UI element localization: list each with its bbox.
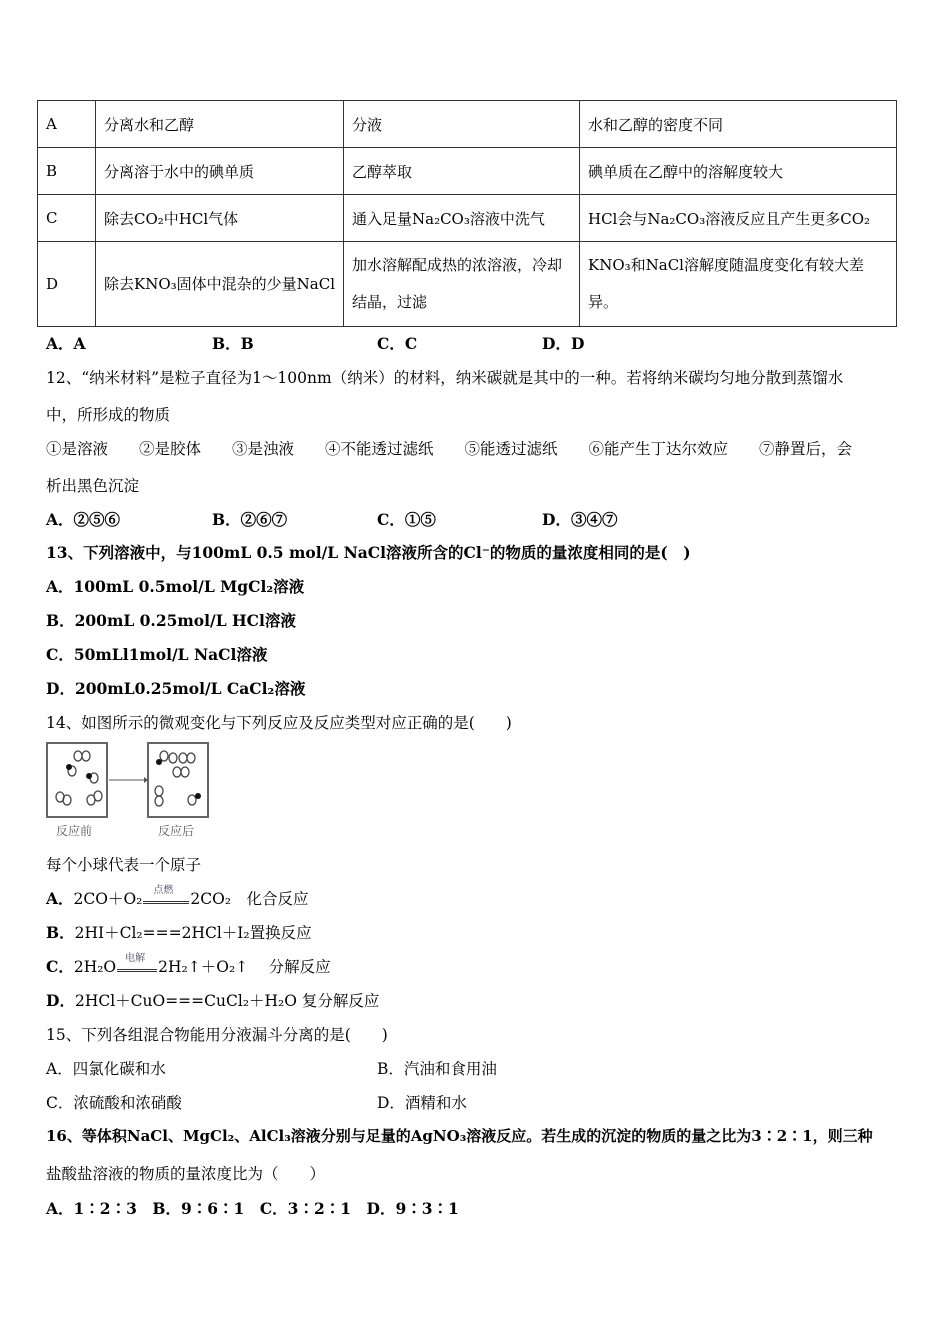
q13-stem: 13、下列溶液中，与100mL 0.5 mol/L NaCl溶液所含的Cl⁻的物质的量浓度相同的是( ) [46, 543, 691, 562]
option-c: C．C [377, 334, 418, 353]
table-row [38, 242, 897, 327]
q14-option-a [46, 887, 309, 909]
letter: A． [46, 889, 74, 908]
cell: 通入足量Na₂CO₃溶液中洗气 [344, 195, 580, 242]
q12-option-c: C．①⑤ [377, 510, 436, 529]
q15-option-d: D．酒精和水 [377, 1094, 467, 1112]
letter: D． [46, 991, 75, 1010]
after-label: 反应后 [158, 824, 195, 838]
cell: C [38, 195, 96, 242]
q12-option-d: D．③④⑦ [542, 510, 618, 529]
q14-option-d [46, 989, 379, 1011]
q16-options: A．1∶2∶3 B．9∶6∶1 C．3∶2∶1 D．9∶3∶1 [46, 1199, 459, 1218]
cell: 乙醇萃取 [344, 148, 580, 195]
q14-stem: 14、如图所示的微观变化与下列反应及反应类型对应正确的是( ) [46, 714, 512, 732]
q12-items: ①是溶液 ②是胶体 ③是浊液 ④不能透过滤纸 ⑤能透过滤纸 ⑥能产生丁达尔效应 ⑦静置后，会 [46, 440, 853, 458]
reaction-diagram [46, 742, 216, 822]
q12-items-cont: 析出黑色沉淀 [46, 477, 140, 495]
cell: 水和乙醇的密度不同 [580, 101, 897, 148]
cell: D [38, 242, 96, 327]
q15-option-a: A．四氯化碳和水 [46, 1060, 166, 1078]
options-table [37, 100, 897, 327]
q16-stem: 16、等体积NaCl、MgCl₂、AlCl₃溶液分别与足量的AgNO₃溶液反应。若生成的沉淀的物质的量之比为3∶2∶1，则三种 [46, 1127, 873, 1145]
eq: 2H₂O [73, 958, 117, 976]
q12-stem: 12、“纳米材料”是粒子直径为1～100nm（纳米）的材料，纳米碳就是其中的一种。若将纳米碳均匀地分散到蒸馏水 [46, 369, 844, 387]
q13-option-b: B．200mL 0.25mol/L HCl溶液 [46, 611, 296, 630]
q14-option-b [46, 921, 312, 943]
table-row [38, 101, 897, 148]
letter: C． [46, 957, 74, 976]
eq: 2HI＋Cl₂===2HCl＋I₂置换反应 [74, 924, 312, 942]
condition: 点燃 [153, 885, 174, 896]
cell: KNO₃和NaCl溶解度随温度变化有较大差异。 [580, 242, 897, 327]
q12-option-a: A．②⑤⑥ [46, 510, 121, 529]
q13-option-d: D．200mL0.25mol/L CaCl₂溶液 [46, 679, 306, 698]
cell: 分液 [344, 101, 580, 148]
q16-stem-cont: 盐酸盐溶液的物质的量浓度比为（ ） [46, 1165, 326, 1183]
q15-stem: 15、下列各组混合物能用分液漏斗分离的是( ) [46, 1026, 388, 1044]
letter: B． [46, 923, 75, 942]
table-row [38, 148, 897, 195]
cell: 分离水和乙醇 [96, 101, 344, 148]
q13-option-c: C．50mLl1mol/L NaCl溶液 [46, 645, 268, 664]
q13-option-a: A．100mL 0.5mol/L MgCl₂溶液 [46, 577, 305, 596]
before-label: 反应前 [56, 824, 93, 838]
cell: A [38, 101, 96, 148]
option-b: B．B [212, 334, 254, 353]
cell: HCl会与Na₂CO₃溶液反应且产生更多CO₂ [580, 195, 897, 242]
cell: 除去CO₂中HCl气体 [96, 195, 344, 242]
q12-stem-cont: 中，所形成的物质 [46, 406, 171, 424]
q15-option-b: B．汽油和食用油 [377, 1060, 497, 1078]
q12-option-b: B．②⑥⑦ [212, 510, 288, 529]
q14-option-c [46, 955, 331, 977]
q15-option-c: C．浓硫酸和浓硝酸 [46, 1094, 182, 1112]
cell: B [38, 148, 96, 195]
eq: 2HCl＋CuO===CuCl₂＋H₂O 复分解反应 [74, 992, 380, 1010]
q14-note: 每个小球代表一个原子 [46, 856, 202, 874]
cell: 碘单质在乙醇中的溶解度较大 [580, 148, 897, 195]
cell: 加水溶解配成热的浓溶液，冷却结晶，过滤 [344, 242, 580, 327]
eq: 2CO＋O₂ [73, 890, 143, 908]
option-d: D．D [542, 334, 585, 353]
cell: 分离溶于水中的碘单质 [96, 148, 344, 195]
condition: 电解 [125, 953, 146, 964]
table-row [38, 195, 897, 242]
cell: 除去KNO₃固体中混杂的少量NaCl [96, 242, 344, 327]
option-a: A．A [46, 334, 86, 353]
eq: 2H₂↑＋O₂↑ 分解反应 [158, 958, 331, 976]
eq: 2CO₂ 化合反应 [190, 890, 309, 908]
